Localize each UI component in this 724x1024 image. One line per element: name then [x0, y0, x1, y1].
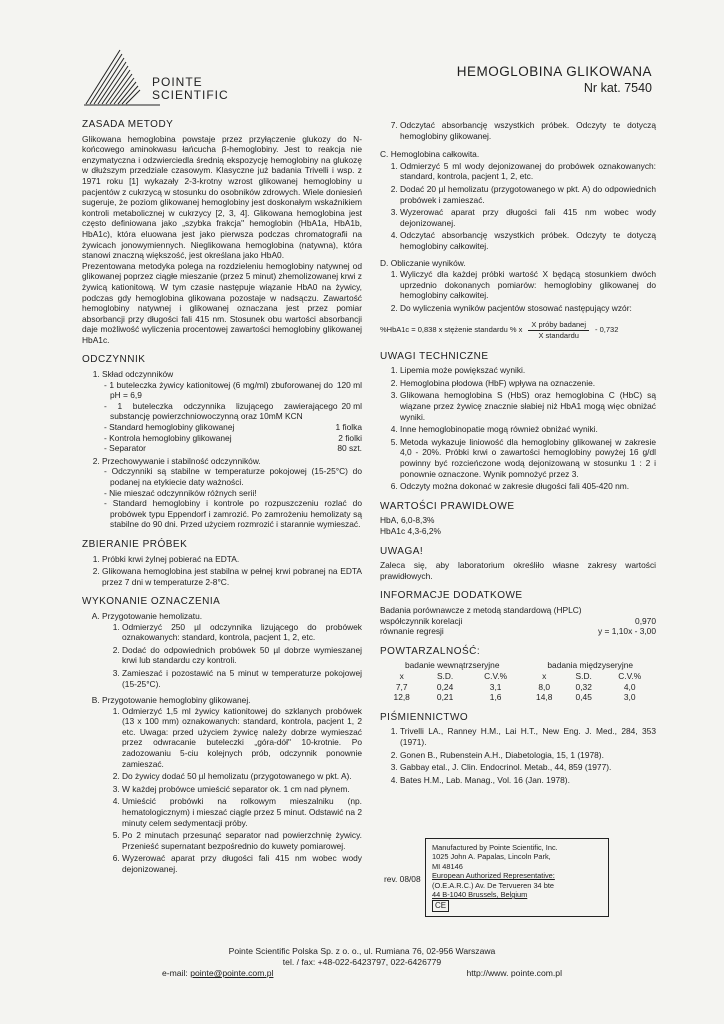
table-cell: 3,0: [623, 692, 636, 703]
manufacturer-line: Manufactured by Pointe Scientific, Inc.: [432, 843, 558, 852]
column-header: x: [399, 670, 404, 681]
wartosci-heading: WARTOŚCI PRAWIDŁOWE: [380, 500, 515, 512]
revision-label: rev. 08/08: [384, 874, 421, 884]
odczynnik-item-1-title: Skład odczynników: [102, 369, 174, 380]
reagent-name: - Standard hemoglobiny glikowanej: [104, 422, 235, 433]
zasada-paragraph-1: Glikowana hemoglobina powstaje przez przyłączenie glukozy do N-końcowego aminokwasu łańcucha β-hemoglobiny. Jest to reakcja nie enzymatyczna i odzwierciedla średnią ekspozycję hemoglobiny na glukozę w dłuższym przedziale czasowym. Klasyczne już badania Trivelli i wsp. z 1971 roku [1] wykazały 2-3-krotny wzrost glikowanej hemoglobiny u pacjentów z cukrzycą w stosunku do osobników zdrowych. Wiele doniesień sugeruje, że poziom glikowanej hemoglobiny jest doskonałym wskaźnikiem kontroli metabolicznej w cukrzycy [2, 3, 4]. Glikowana hemoglobina jest często definiowana jako „szybka frakcja" hemoglobin (HbA1a, HbA1b, HbA1c), która eluowana jest jako pierwsza podczas chromatografii na żywicach jonowymiennych. Nieglikowana hemoglobina (natywna), która stanowi znaczną większość, jest określana jako HbA0.: [82, 133, 362, 261]
zbieranie-heading: ZBIERANIE PRÓBEK: [82, 538, 188, 550]
references-list: [380, 726, 656, 785]
list-item: 1. Wyliczyć dla każdej próbki wartość X będącą stosunkiem dwóch uprzednio dokonanych pomiarów: hemoglobiny glikowanej do hemoglobiny całkowitej.: [400, 269, 656, 301]
list-item: 5. Po 2 minutach przesunąć separator nad powierzchnię żywicy. Przenieść supernatant bezpośrednio do kuwety pomiarowej.: [122, 830, 362, 851]
table-cell: 3,1: [489, 681, 502, 692]
uwaga-text: Zaleca się, aby laboratorium określiło własne zakresy wartości prawidłowych.: [380, 560, 656, 581]
correlation-label: współczynnik korelacji: [380, 615, 463, 626]
list-item: 4. Inne hemoglobinopatie mogą również obniżać wyniki.: [400, 424, 656, 435]
list-item: 6. Odczyty można dokonać w zakresie długości fali 405-420 nm.: [400, 481, 656, 492]
footer-links: [162, 968, 562, 979]
odczynnik-item-1: [102, 369, 362, 454]
footer-email-group: [162, 968, 273, 979]
list-item: 7. Odczytać absorbancję wszystkich próbek. Odczyty te dotyczą hemoglobiny glikowanej.: [400, 120, 656, 141]
reagent-row: [102, 380, 362, 401]
column-header: C.V.%: [618, 670, 642, 681]
table-cell: 0,45: [575, 692, 592, 703]
list-item: 1. Odmierzyć 5 ml wody dejonizowanej do probówek oznakowanych: standard, kontrola, pacjent 1, 2, etc.: [400, 161, 656, 182]
list-item: 6. Wyzerować aparat przy długości fali 415 nm wobec wody dejonizowanej.: [122, 853, 362, 874]
table-cell: 0,21: [436, 692, 454, 703]
list-item: 3. W każdej probówce umieścić separator ok. 1 cm nad płynem.: [122, 784, 362, 795]
footer-email-link[interactable]: pointe@pointe.com.pl: [190, 968, 274, 978]
list-item: 3. Glikowana hemoglobina S (HbS) oraz hemoglobina C (HbC) są wiązane przez żywicę znacznie słabiej niż HbA1 mogą więc obniżać wyniki.: [400, 390, 656, 422]
column-header: S.D.: [436, 670, 454, 681]
logo-line-1: POINTE: [152, 75, 203, 89]
manufacturer-line: MI 48146: [432, 861, 463, 871]
document-header: [457, 64, 652, 95]
section-b-steps-continued: [380, 120, 656, 141]
wykonanie-section-a: [102, 611, 362, 689]
manufacturer-line: 44 B-1040 Brussels, Belgium: [432, 890, 528, 900]
list-item: 2. Hemoglobina płodowa (HbF) wpływa na oznaczenie.: [400, 378, 656, 389]
reagent-row: [102, 401, 362, 422]
manufacturer-line: 1025 John A. Papalas, Lincoln Park,: [432, 852, 551, 862]
page-footer: [0, 946, 724, 979]
ce-mark-icon: CE: [432, 900, 449, 911]
calkowita-title: C. Hemoglobina całkowita.: [380, 149, 480, 160]
repeatability-table: [380, 660, 656, 702]
powtarzalnosc-heading: POWTARZALNOŚĆ:: [380, 645, 481, 657]
reference-item: 2. Gonen B., Rubenstein A.H., Diabetologia, 15, 1 (1978).: [400, 750, 656, 761]
list-item: 4. Odczytać absorbancję wszystkich próbek. Odczyty te dotyczą hemoglobiny całkowitej.: [400, 230, 656, 251]
list-item: 1. Odmierzyć 1,5 ml żywicy kationitowej do szklanych probówek (13 x 100 mm) oznakowanych: standard, kontrola, pacjent 1, 2 etc. Uwaga: przed użyciem żywicę należy dobrze wymieszać przez odwracanie buteleczki „góra-dół" 10-krotnie. Po zadozowaniu 5-ciu kolejnych prób, odczynnik ponownie zamieszać.: [122, 706, 362, 770]
uwagi-list: [380, 365, 656, 492]
reference-item: 3. Gabbay etal., J. Clin. Endocrinol. Metab., 44, 859 (1977).: [400, 762, 656, 773]
column-header: x: [542, 670, 547, 681]
group-within-run: badanie wewnątrzseryjne: [404, 660, 500, 671]
obliczanie-list: [380, 269, 656, 313]
zbieranie-list: [82, 554, 362, 588]
table-cell: 7,7: [395, 681, 408, 692]
odczynnik-list: [82, 369, 362, 530]
manufacturer-line: European Authorized Representative:: [432, 871, 555, 881]
list-item: 2. Glikowana hemoglobina jest stabilna w pełnej krwi pobranej na EDTA przez 7 dni w temperaturze 2-8°C.: [102, 566, 362, 587]
wykonanie-section-b: [102, 695, 362, 875]
table-cell: 14,8: [536, 692, 553, 703]
reagent-amount: 120 ml: [336, 379, 362, 390]
manufacturer-line: (O.E.A.R.C.) Av. De Tervueren 34 bte: [432, 880, 554, 890]
document-title: HEMOGLOBINA GLIKOWANA: [456, 64, 652, 79]
footer-web-link[interactable]: http://www. pointe.com.pl: [466, 968, 562, 978]
calkowita-list: [380, 161, 656, 252]
footer-company: Pointe Scientific Polska Sp. z o. o., ul. Rumiana 76, 02-956 Warszawa: [228, 946, 496, 956]
list-item: 2. Do żywicy dodać 50 µl hemolizatu (przygotowanego w pkt. A).: [122, 771, 362, 782]
list-item: 1. Lipemia może powiększać wyniki.: [400, 365, 656, 376]
list-item: 3. Zamieszać i pozostawić na 5 minut w temperaturze pokojowej (15-25°C).: [122, 668, 362, 689]
obliczanie-title: D. Obliczanie wyników.: [380, 257, 466, 268]
reagent-name: - 1 buteleczka odczynnika lizującego zawierającego substancję powierzchniowoczynną oraz 10mM KCN: [104, 400, 338, 422]
section-b-steps: [102, 706, 362, 875]
table-row: [380, 682, 656, 693]
section-a-title: Przygotowanie hemolizatu.: [102, 610, 203, 621]
reagent-amount: 1 fiolka: [335, 422, 362, 433]
normal-value-hba: HbA, 6,0-8,3%: [380, 515, 435, 526]
reagent-row: [102, 422, 362, 433]
reagent-amount: 80 szt.: [337, 443, 362, 454]
section-b-title: Przygotowanie hemoglobiny glikowanej.: [102, 695, 251, 706]
section-a-steps: [102, 622, 362, 690]
logo-stripes-icon: [80, 48, 160, 110]
list-item: 5. Metoda wykazuje liniowość dla hemoglobiny glikowanej w zakresie 4,0 - 20%. Próbki krwi o zawartości hemoglobiny powyżej 16 g/dl powinny być rozcieńczone wodą dejonizowaną w stosunku 1 : 2 i ponownie oznaczone. Wynik pomnożyć przez 3.: [400, 437, 656, 479]
reagent-name: - Separator: [104, 443, 146, 454]
list-item: 4. Umieścić probówki na rolkowym mieszalniku (np. hematologicznym) i mieszać ciągle przez 5 minut. Odstawić na 2 minuty celem sedymentacji próby.: [122, 796, 362, 828]
informacje-heading: INFORMACJE DODATKOWE: [380, 590, 523, 602]
storage-note: - Nie mieszać odczynników różnych serii!: [104, 487, 257, 498]
zasada-paragraph-2: Prezentowana metodyka polega na rozdzieleniu hemoglobiny natywnej od glikowanej poprzez ciągłe mieszanie (przez 5 minut) zhemolizowanej krwi z żywicą kationitową. W tym czasie następuje wiązanie HbA0 na żywicy, podczas gdy hemoglobina glikowana pozostaje w nadsączu. Zawartość hemoglobiny natywnej i glikowanej oznaczana jest przez pomiar absorbancji przy długości fali 415 nm. Stosunek obu wartości absorbancji daje możliwość wyliczenia procentowej zawartości hemoglobiny glikowanej HbA1c.: [82, 260, 362, 345]
table-cell: 0,32: [575, 681, 592, 692]
regression-value: y = 1,10x - 3,00: [598, 626, 656, 637]
list-item: 1. Odmierzyć 250 µl odczynnika lizującego do probówek oznakowanych: standard, kontrola, pacjent 1, 2, etc.: [122, 622, 362, 643]
odczynnik-item-2-title: Przechowywanie i stabilność odczynników.: [102, 455, 261, 466]
reagent-amount: 2 fiolki: [338, 432, 362, 443]
reference-item: 1. Trivelli LA., Ranney H.M., Lai H.T., New Eng. J. Med., 284, 353 (1971).: [400, 726, 656, 747]
reference-item: 4. Bates H.M., Lab. Manag., Vol. 16 (Jan. 1978).: [400, 775, 656, 786]
logo-line-2: SCIENTIFIC: [152, 88, 229, 102]
storage-note: - Standard hemoglobiny i kontrole po rozpuszczeniu rozlać do probówek typu Eppendorf i zamrozić. Po zamrożeniu hemolizaty są stabilne do 90 dni. Przed użyciem rozmrozić i starannie wymieszać.: [104, 498, 362, 530]
reagent-name: - Kontrola hemoglobiny glikowanej: [104, 432, 232, 443]
reagent-row: [102, 433, 362, 444]
column-header: C.V.%: [484, 670, 508, 681]
formula-denominator: X standardu: [538, 331, 579, 341]
reagent-amount: 20 ml: [341, 400, 362, 411]
correlation-row: [380, 616, 656, 627]
wykonanie-heading: WYKONANIE OZNACZENIA: [82, 596, 221, 608]
table-cell: 12,8: [393, 692, 410, 703]
wykonanie-list: [82, 611, 362, 875]
list-item: 3. Wyzerować aparat przy długości fali 415 nm wobec wody dejonizowanej.: [400, 207, 656, 228]
table-cell: 0,24: [436, 681, 454, 692]
list-item: 1. Próbki krwi żylnej pobierać na EDTA.: [102, 554, 362, 565]
pointe-scientific-logo: [80, 48, 250, 110]
reagent-name: - 1 buteleczka żywicy kationitowej (6 mg/ml) zbuforowanej do pH = 6,9: [104, 379, 333, 401]
pismiennictwo-heading: PIŚMIENNICTWO: [380, 711, 469, 723]
storage-note: - Odczynniki są stabilne w temperaturze pokojowej (15-25°C) do podanej na etykiecie daty ważności.: [104, 466, 362, 487]
regression-row: [380, 626, 656, 637]
table-cell: 4,0: [623, 681, 636, 692]
column-header: S.D.: [575, 670, 592, 681]
informacje-line-1: Badania porównawcze z metodą standardową (HPLC): [380, 604, 582, 615]
formula-left: %HbA1c = 0,838 x stężenie standardu % x: [380, 325, 523, 335]
table-cell: 8,0: [538, 681, 551, 692]
correlation-value: 0,970: [635, 615, 656, 626]
regression-label: równanie regresji: [380, 626, 444, 637]
table-header-row: [380, 671, 656, 682]
uwagi-heading: UWAGI TECHNICZNE: [380, 350, 489, 362]
manufacturer-box: [425, 838, 609, 917]
normal-value-hba1c: HbA1c 4,3-6,2%: [380, 526, 441, 536]
formula-right: - 0,732: [595, 325, 619, 335]
catalog-number: Nr kat. 7540: [583, 81, 652, 95]
list-item: 2. Dodać 20 µl hemolizatu (przygotowanego w pkt. A) do odpowiednich probówek i zamieszać.: [400, 184, 656, 205]
group-between-run: badania międzyseryjne: [547, 660, 634, 671]
formula-fraction: [528, 320, 589, 342]
list-item: 2. Do wyliczenia wyników pacjentów stosować następujący wzór:: [400, 303, 656, 314]
odczynnik-heading: ODCZYNNIK: [82, 354, 146, 366]
table-group-row: [380, 660, 656, 671]
list-item: 2. Dodać do odpowiednich probówek 50 µl dobrze wymieszanej krwi lub standardu czy kontroli.: [122, 645, 362, 666]
hba1c-formula: [380, 320, 656, 342]
footer-phone: tel. / fax: +48-022-6423797, 022-6426779: [282, 957, 442, 967]
table-cell: 1,6: [489, 692, 502, 703]
odczynnik-item-2: [102, 456, 362, 530]
table-row: [380, 692, 656, 703]
uwaga-heading: UWAGA!: [380, 545, 424, 557]
reagent-row: [102, 443, 362, 454]
formula-numerator: X próby badanej: [528, 320, 589, 332]
zasada-heading: ZASADA METODY: [82, 119, 174, 130]
left-column: [82, 120, 362, 877]
right-column: [380, 120, 656, 787]
footer-email-label: e-mail:: [162, 968, 188, 978]
